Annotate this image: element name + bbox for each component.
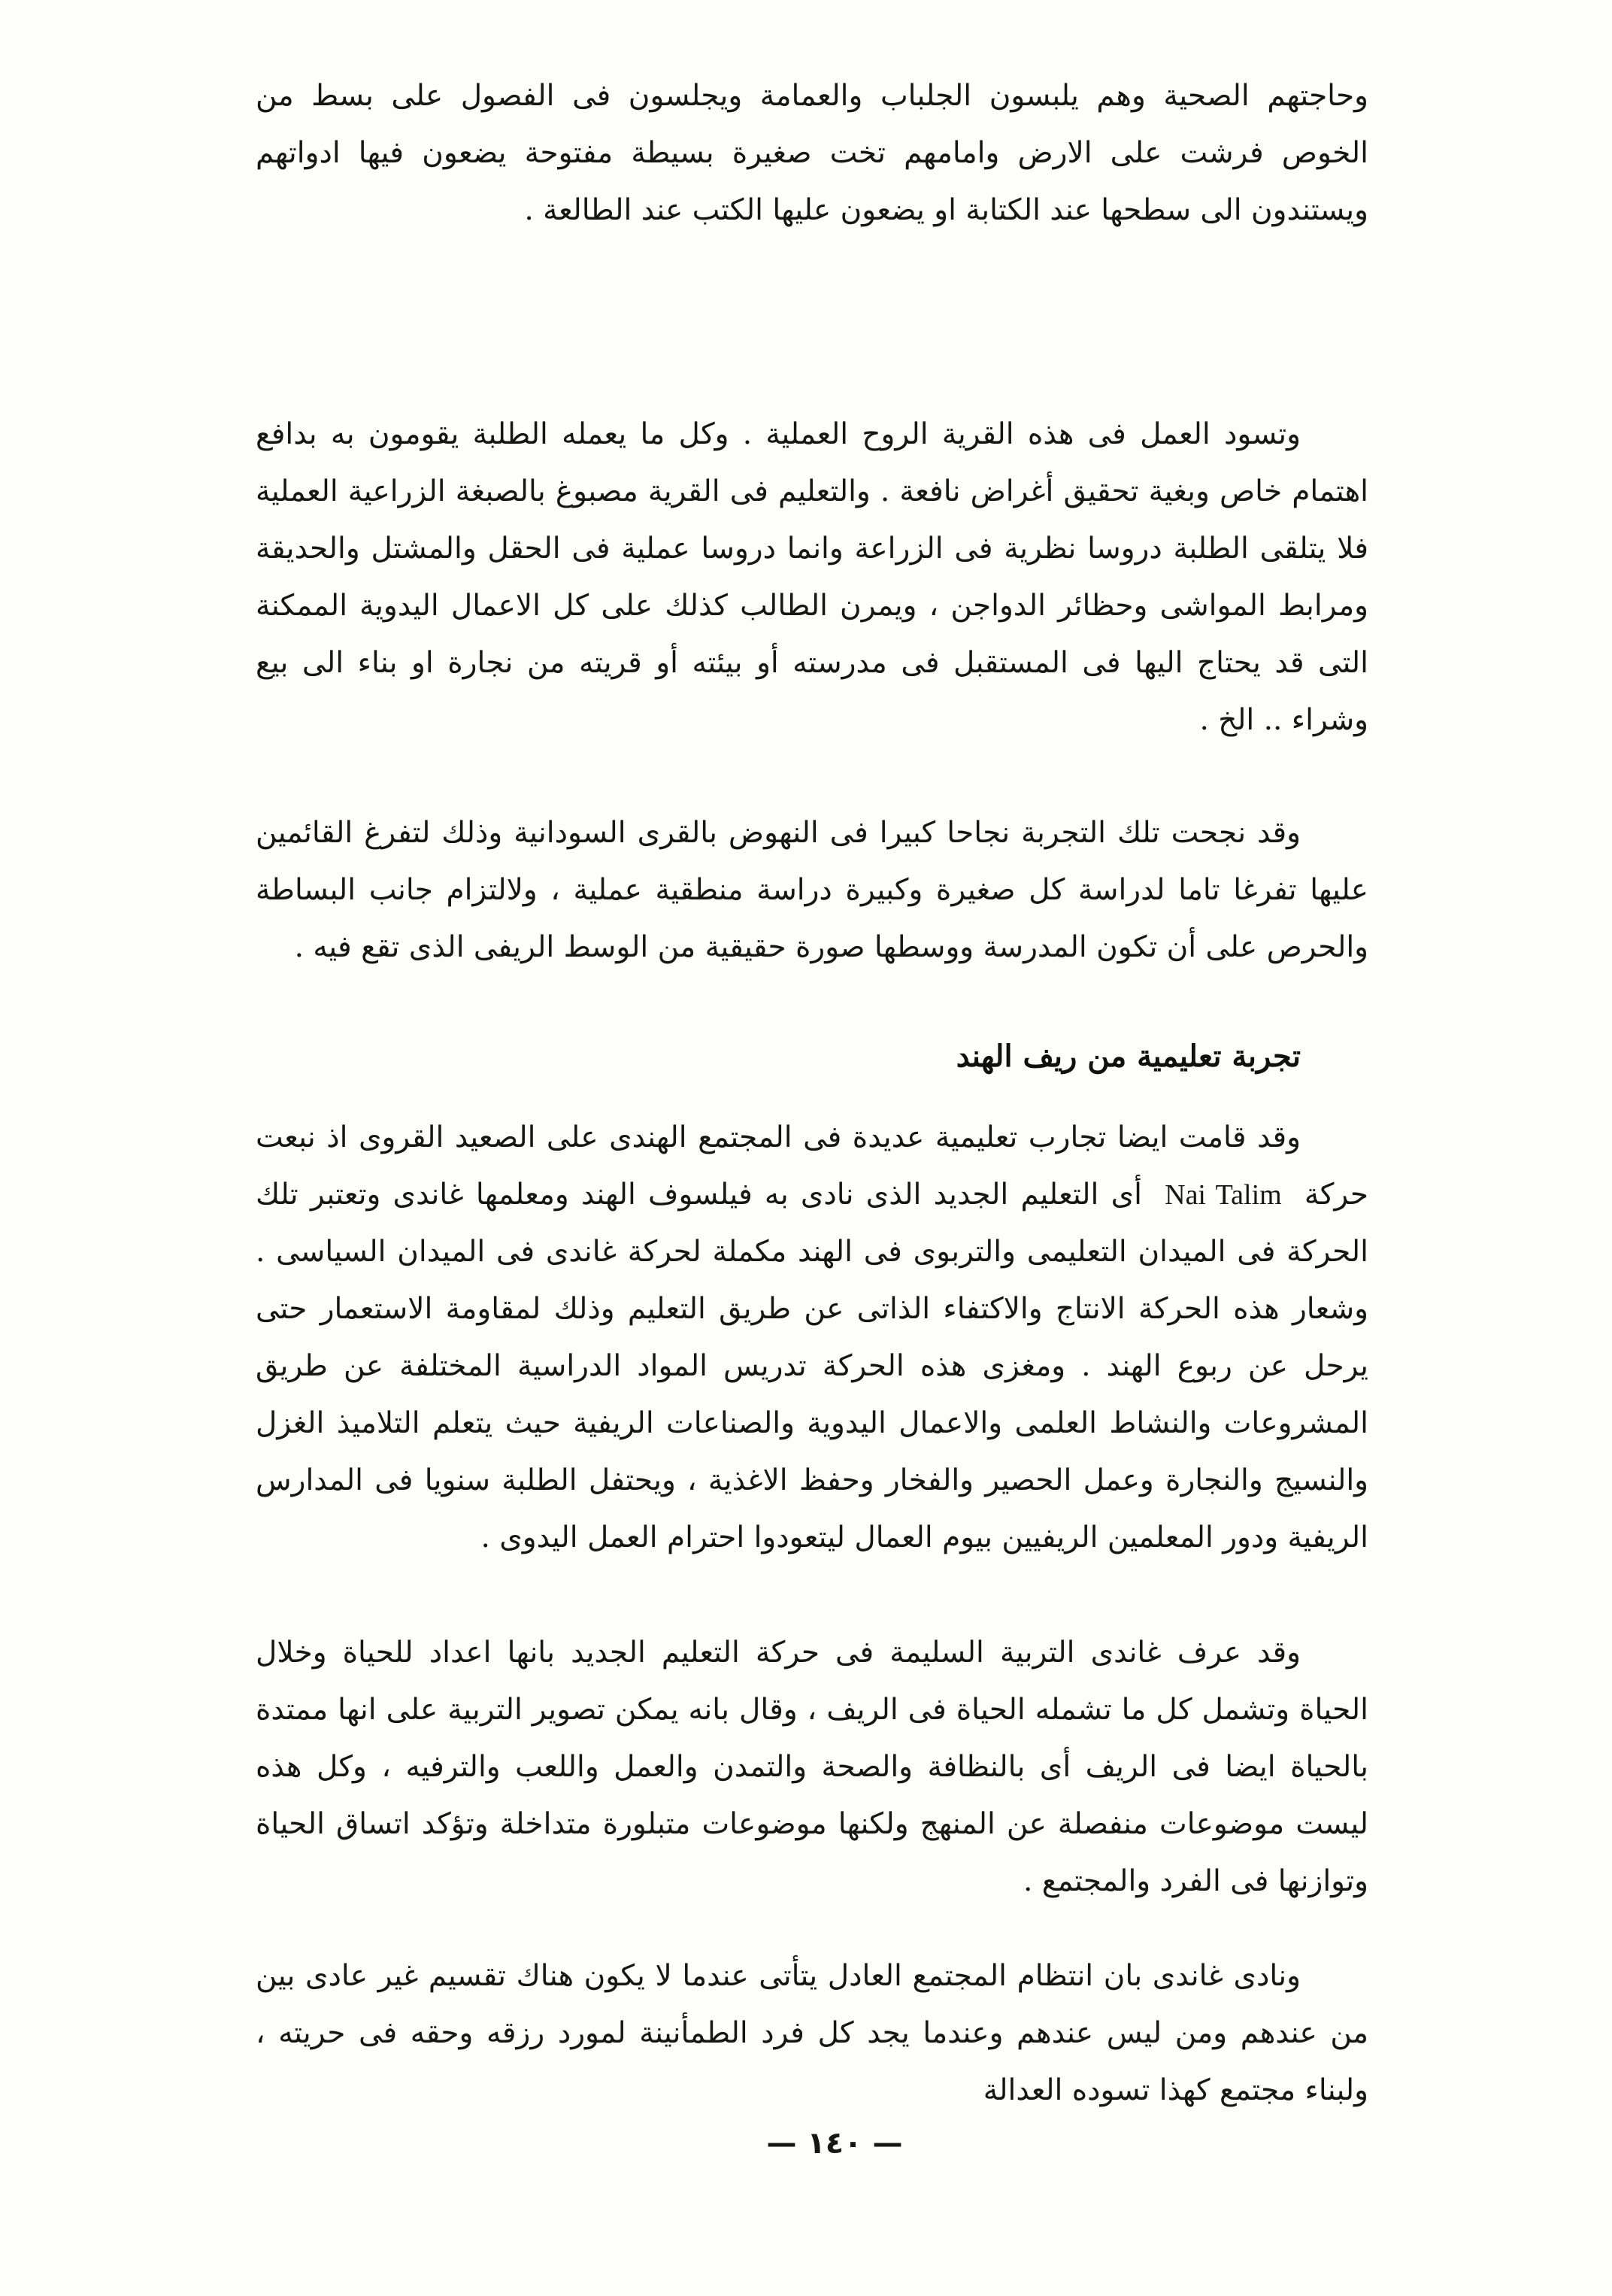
paragraph-sudan-success: وقد نجحت تلك التجربة نجاحا كبيرا فى النهوض بالقرى السودانية وذلك لتفرغ القائمين عليها تفرغا تاما لدراسة كل صغيرة وكبيرة دراسة منطقية عملية ، ولالتزام جانب البساطة والحرص على أن تكون المدرسة ووسطها صورة حقيقية من الوسط الريفى الذى تقع فيه . bbox=[256, 816, 1368, 964]
nai-talim-text-after: أى التعليم الجديد الذى نادى به فيلسوف الهند ومعلمها غاندى وتعتبر تلك الحركة فى الميدان التعليمى والتربوى فى الهند مكملة لحركة غاندى فى الميدان السياسى . وشعار هذه الحركة الانتاج والاكتفاء الذاتى عن طريق التعليم وذلك لمقاومة الاستعمار حتى يرحل عن ربوع الهند . ومغزى هذه الحركة تدريس المواد الدراسية المختلفة عن طريق المشروعات والنشاط العلمى والاعمال اليدوية والصناعات الريفية حيث يتعلم التلاميذ الغزل والنسيج والنجارة وعمل الحصير والفخار وحفظ الاغذية ، ويحتفل الطلبة سنويا فى المدارس الريفية ودور المعلمين الريفيين بيوم العمال ليتعودوا احترام العمل اليدوى . bbox=[256, 1178, 1368, 1554]
india-text-block bbox=[256, 1109, 1368, 1567]
paragraph-practical-spirit: وتسود العمل فى هذه القرية الروح العملية . وكل ما يعمله الطلبة يقومون به بدافع اهتمام خاص وبغية تحقيق أغراض نافعة . والتعليم فى القرية مصبوغ بالصبغة الزراعية العملية فلا يتلقى الطلبة دروسا نظرية فى الزراعة وانما دروسا عملية فى الحقل والمشتل والحديقة ومرابط المواشى وحظائر الدواجن ، ويمرن الطالب كذلك على كل الاعمال اليدوية الممكنة التى قد يحتاج اليها فى المستقبل فى مدرسته أو بيئته أو قريته من نجارة او بناء الى بيع وشراء .. الخ . bbox=[256, 417, 1368, 737]
just-society-text-block bbox=[256, 1948, 1368, 2119]
section-heading-india: تجربة تعليمية من ريف الهند bbox=[956, 1039, 1301, 1074]
opening-text-block bbox=[256, 68, 1368, 239]
paragraph-just-society: ونادى غاندى بان انتظام المجتمع العادل يتأتى عندما لا يكون هناك تقسيم غير عادى بين من عندهم ومن ليس عندهم وعندما يجد كل فرد الطمأنينة لمورد رزقه وحقه فى حريته ، ولبناء مجتمع كهذا تسوده العدالة bbox=[256, 1959, 1368, 2107]
nai-talim-latin-term: Nai Talim bbox=[1165, 1179, 1282, 1211]
practical-spirit-text-block bbox=[256, 406, 1368, 749]
paragraph-school-description: وحاجتهم الصحية وهم يلبسون الجلباب والعمامة ويجلسون فى الفصول على بسط من الخوص فرشت على الارض وامامهم تخت صغيرة بسيطة مفتوحة يضعون فيها ادواتهم ويستندون الى سطحها عند الكتابة او يضعون عليها الكتب عند الطالعة . bbox=[256, 79, 1368, 227]
gandhi-education-text-block bbox=[256, 1624, 1368, 1910]
nai-talim-text-before: وقد قامت ايضا تجارب تعليمية عديدة فى المجتمع الهندى على الصعيد القروى اذ نبعت حركة bbox=[256, 1121, 1368, 1212]
sudan-success-text-block bbox=[256, 805, 1368, 976]
page-number: — ١٤٠ — bbox=[766, 2126, 903, 2161]
paragraph-gandhi-education: وقد عرف غاندى التربية السليمة فى حركة التعليم الجديد بانها اعداد للحياة وخلال الحياة وتشمل كل ما تشمله الحياة فى الريف ، وقال بانه يمكن تصوير التربية على انها ممتدة بالحياة ايضا فى الريف أى بالنظافة والصحة والتمدن والعمل واللعب والترفيه ، وكل هذه ليست موضوعات منفصلة عن المنهج ولكنها موضوعات متبلورة متداخلة وتؤكد اتساق الحياة وتوازنها فى الفرد والمجتمع . bbox=[256, 1636, 1368, 1898]
paragraph-nai-talim bbox=[256, 1109, 1368, 1567]
